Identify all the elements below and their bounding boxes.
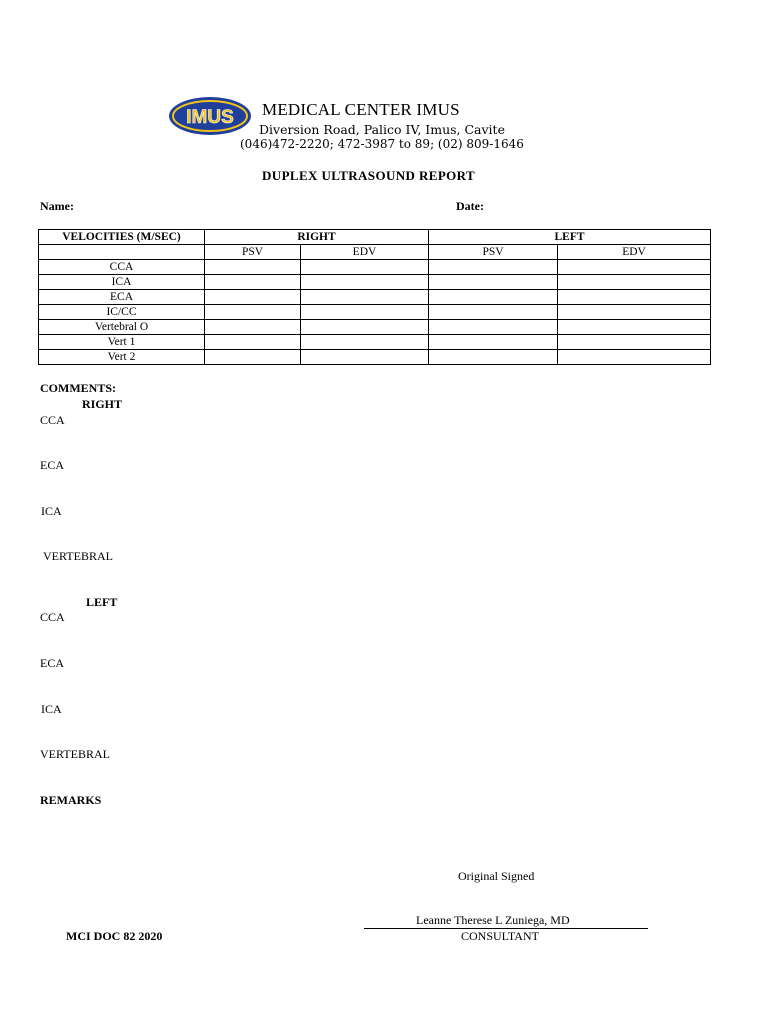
table-row — [39, 320, 711, 335]
right-cca-label: CCA — [40, 413, 65, 427]
left-vertebral-label: VERTEBRAL — [40, 747, 110, 761]
value-cell — [205, 320, 301, 335]
value-cell — [301, 260, 429, 275]
signatory-name: Leanne Therese L Zuniega, MD — [416, 913, 570, 927]
value-cell — [429, 275, 558, 290]
right-header: RIGHT — [205, 230, 429, 245]
table-row — [39, 335, 711, 350]
velocities-header: VELOCITIES (M/SEC) — [39, 230, 205, 245]
value-cell — [301, 275, 429, 290]
left-edv-header: EDV — [558, 245, 711, 260]
value-cell — [205, 350, 301, 365]
table-subheader-row — [39, 245, 711, 260]
comments-heading: COMMENTS: — [40, 381, 116, 395]
vessel-label: Vertebral O — [39, 320, 205, 335]
hospital-address: Diversion Road, Palico IV, Imus, Cavite — [259, 122, 505, 137]
vessel-label: ICA — [39, 275, 205, 290]
value-cell — [558, 320, 711, 335]
left-eca-label: ECA — [40, 656, 64, 670]
value-cell — [429, 260, 558, 275]
value-cell — [429, 350, 558, 365]
value-cell — [558, 260, 711, 275]
value-cell — [205, 305, 301, 320]
hospital-name: MEDICAL CENTER IMUS — [262, 100, 460, 119]
value-cell — [558, 305, 711, 320]
report-title: DUPLEX ULTRASOUND REPORT — [262, 168, 476, 183]
value-cell — [205, 335, 301, 350]
table-row — [39, 275, 711, 290]
vessel-label: ECA — [39, 290, 205, 305]
right-eca-label: ECA — [40, 458, 64, 472]
right-ica-label: ICA — [41, 504, 62, 518]
value-cell — [205, 290, 301, 305]
velocities-table — [38, 229, 711, 365]
value-cell — [301, 305, 429, 320]
signature-status: Original Signed — [458, 869, 535, 883]
remarks-label: REMARKS — [40, 793, 102, 807]
value-cell — [429, 335, 558, 350]
left-psv-header: PSV — [429, 245, 558, 260]
date-field-label: Date: — [456, 199, 484, 213]
value-cell — [301, 350, 429, 365]
comments-left-heading: LEFT — [86, 595, 118, 609]
empty-cell — [39, 245, 205, 260]
value-cell — [301, 320, 429, 335]
table-header-row — [39, 230, 711, 245]
left-cca-label: CCA — [40, 610, 65, 624]
table-row — [39, 290, 711, 305]
value-cell — [205, 275, 301, 290]
table-row — [39, 260, 711, 275]
vessel-label: IC/CC — [39, 305, 205, 320]
comments-right-heading: RIGHT — [82, 397, 123, 411]
value-cell — [301, 290, 429, 305]
hospital-logo — [168, 96, 252, 136]
vessel-label: Vert 1 — [39, 335, 205, 350]
left-ica-label: ICA — [41, 702, 62, 716]
table-row — [39, 305, 711, 320]
hospital-phones: (046)472-2220; 472-3987 to 89; (02) 809-1646 — [240, 137, 524, 151]
value-cell — [205, 260, 301, 275]
value-cell — [429, 320, 558, 335]
value-cell — [301, 335, 429, 350]
right-psv-header: PSV — [205, 245, 301, 260]
value-cell — [429, 290, 558, 305]
left-header: LEFT — [429, 230, 711, 245]
value-cell — [558, 335, 711, 350]
vessel-label: Vert 2 — [39, 350, 205, 365]
vessel-label: CCA — [39, 260, 205, 275]
table-row — [39, 350, 711, 365]
value-cell — [558, 275, 711, 290]
name-field-label: Name: — [40, 199, 74, 213]
document-code: MCI DOC 82 2020 — [66, 929, 163, 943]
value-cell — [558, 290, 711, 305]
value-cell — [558, 350, 711, 365]
logo-text: IMUS — [186, 107, 234, 128]
right-vertebral-label: VERTEBRAL — [43, 549, 113, 563]
right-edv-header: EDV — [301, 245, 429, 260]
signatory-title: CONSULTANT — [461, 929, 539, 943]
value-cell — [429, 305, 558, 320]
